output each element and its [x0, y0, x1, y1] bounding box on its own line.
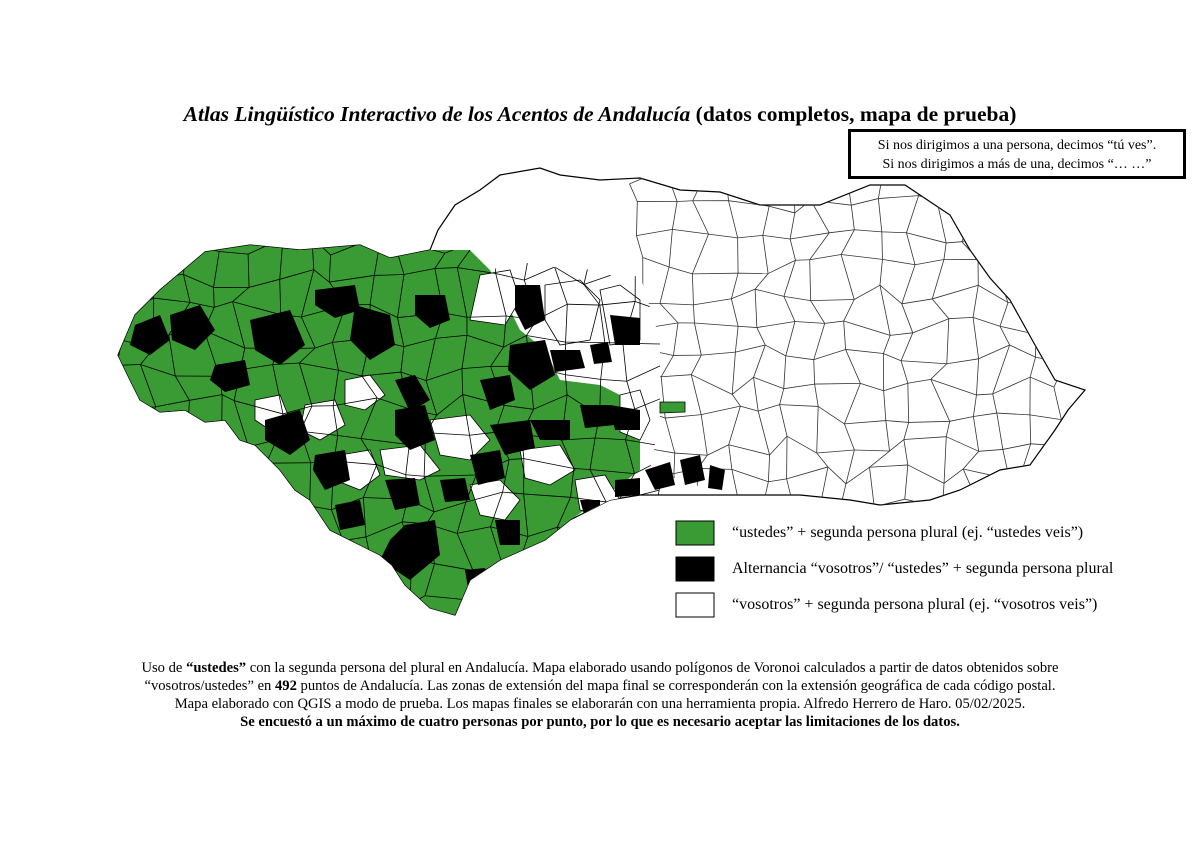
legend-item-green: [676, 521, 1083, 545]
zone-black-cell: [440, 478, 470, 502]
question-line-1: Si nos dirigimos a una persona, decimos “tú ves”.: [877, 138, 1157, 153]
caption-line-2: “vosotros/ustedes” en 492 puntos de Andalucía. Las zonas de extensión del mapa final se corresponderán con la extensión geográfica de cada código postal.: [144, 678, 1056, 694]
title-bold: (datos completos, mapa de prueba): [690, 102, 1017, 126]
caption-line-1: Uso de “ustedes” con la segunda persona del plural en Andalucía. Mapa elaborado usando polígonos de Voronoi calculados a partir de datos obtenidos sobre: [141, 660, 1059, 676]
zone-black-cell: [335, 500, 365, 530]
zone-black-cell: [610, 315, 640, 345]
legend-label-green: “ustedes” + segunda persona plural (ej. “ustedes veis”): [732, 524, 1084, 541]
caption-line-3: Mapa elaborado con QGIS a modo de prueba. Los mapas finales se elaborarán con una herramienta propia. Alfredo Herrero de Haro. 05/02/2025.: [174, 696, 1026, 712]
zone-black-cell: [615, 478, 640, 497]
legend-item-black: [676, 557, 1113, 581]
legend-label-white: “vosotros” + segunda persona plural (ej. “vosotros veis”): [732, 596, 1098, 613]
legend-item-white: [676, 593, 1097, 617]
caption: [0, 659, 1200, 731]
caption-line-4: Se encuestó a un máximo de cuatro personas por punto, por lo que es necesario aceptar las limitaciones de los datos.: [240, 714, 960, 730]
zone-black-cell: [580, 500, 600, 518]
legend-label-black: Alternancia “vosotros”/ “ustedes” + segunda persona plural: [732, 560, 1114, 577]
zone-green-cell: [660, 402, 685, 413]
question-line-2: Si nos dirigimos a más de una, decimos “… …”: [882, 157, 1152, 172]
title-italic: Atlas Lingüístico Interactivo de los Acentos de Andalucía: [183, 102, 691, 126]
